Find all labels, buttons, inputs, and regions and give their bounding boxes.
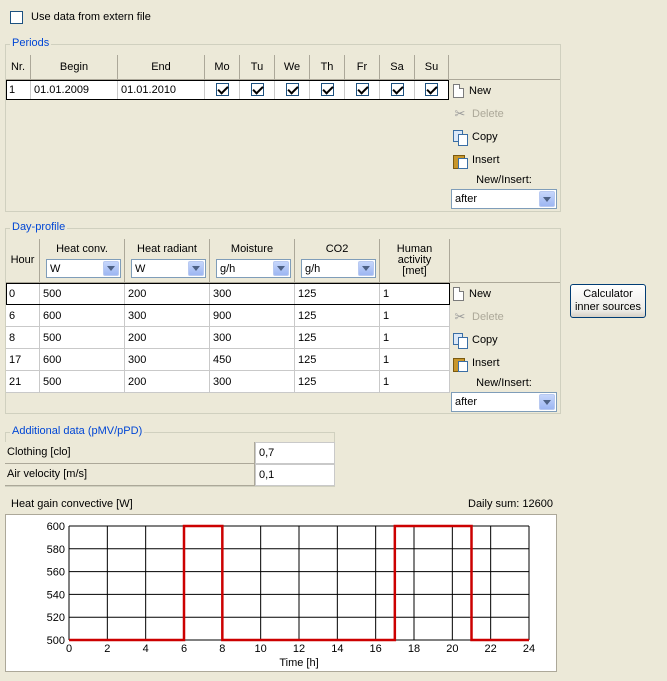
day-profile-cell[interactable]: 125 <box>295 327 380 349</box>
periods-title: Periods <box>12 37 50 49</box>
periods-new-insert-label: New/Insert: <box>476 174 532 186</box>
periods-header-2: End <box>118 55 205 80</box>
periods-copy-label: Copy <box>472 131 498 143</box>
x-tick-label: 8 <box>219 643 226 655</box>
day-checkbox[interactable] <box>216 83 229 96</box>
extern-file-checkbox[interactable] <box>10 11 23 24</box>
day-profile-title: Day-profile <box>12 221 66 233</box>
day-header-human_activity <box>380 239 450 283</box>
day-profile-cell[interactable]: 0 <box>6 283 40 305</box>
periods-header-3: Mo <box>205 55 240 80</box>
day-header-label: CO2 <box>325 243 349 255</box>
scissors-icon: ✂ <box>454 309 466 324</box>
y-tick-label: 600 <box>46 521 65 533</box>
periods-delete-button[interactable] <box>453 104 504 124</box>
y-tick-label: 560 <box>46 566 65 579</box>
periods-header-5: We <box>275 55 310 80</box>
day-delete-button[interactable] <box>453 307 504 327</box>
day-new-label: New <box>469 288 492 300</box>
day-profile-cell[interactable]: 500 <box>40 283 125 305</box>
periods-cell[interactable]: 1 <box>6 80 31 100</box>
day-profile-cell[interactable]: 200 <box>125 283 210 305</box>
day-profile-cell[interactable]: 200 <box>125 327 210 349</box>
day-checkbox[interactable] <box>251 83 264 96</box>
chevron-down-icon[interactable] <box>188 261 204 276</box>
day-new-insert-value: after <box>455 396 478 408</box>
periods-header-9: Su <box>415 55 449 80</box>
y-tick-label: 520 <box>46 612 65 625</box>
day-checkbox[interactable] <box>391 83 404 96</box>
day-profile-cell[interactable]: 1 <box>380 305 450 327</box>
unit-select-heat_conv[interactable] <box>46 259 121 278</box>
new-document-icon <box>453 84 464 98</box>
chart-title: Heat gain convective [W] <box>11 498 133 510</box>
periods-header-8: Sa <box>380 55 415 80</box>
periods-day-cell[interactable] <box>380 80 415 100</box>
periods-header-7: Fr <box>345 55 380 80</box>
day-profile-cell[interactable]: 600 <box>40 305 125 327</box>
x-tick-label: 18 <box>407 643 421 655</box>
unit-select-co2[interactable] <box>301 259 376 278</box>
calculator-line1: Calculator <box>583 288 633 300</box>
periods-delete-label: Delete <box>472 108 504 120</box>
chevron-down-icon[interactable] <box>539 394 555 410</box>
day-checkbox[interactable] <box>321 83 334 96</box>
periods-day-cell[interactable] <box>310 80 345 100</box>
periods-header-6: Th <box>310 55 345 80</box>
periods-new-label: New <box>469 85 492 97</box>
clothing-field[interactable]: 0,7 <box>255 442 335 464</box>
air-velocity-field[interactable]: 0,1 <box>255 464 335 486</box>
day-profile-cell[interactable]: 200 <box>125 371 210 393</box>
periods-cell[interactable]: 01.01.2010 <box>118 80 205 100</box>
day-insert-label: Insert <box>472 357 500 369</box>
x-tick-label: 20 <box>446 643 459 655</box>
y-tick-label: 500 <box>46 635 65 647</box>
periods-day-cell[interactable] <box>240 80 275 100</box>
chevron-down-icon[interactable] <box>103 261 119 276</box>
unit-value: g/h <box>305 262 321 275</box>
day-profile-cell[interactable]: 500 <box>40 327 125 349</box>
paste-icon <box>453 153 467 167</box>
day-header-label: Moisture <box>230 243 274 255</box>
day-profile-cell[interactable]: 300 <box>210 371 295 393</box>
day-header-label: Human activity [met] <box>396 243 433 277</box>
unit-select-heat_radiant[interactable] <box>131 259 206 278</box>
clothing-label-text: Clothing [clo] <box>7 446 71 458</box>
periods-new-insert-value: after <box>455 193 478 205</box>
periods-copy-button[interactable] <box>453 127 498 147</box>
unit-value: W <box>50 262 61 275</box>
x-tick-label: 16 <box>369 643 382 655</box>
day-profile-cell[interactable]: 300 <box>125 349 210 371</box>
periods-header-1: Begin <box>31 55 118 80</box>
periods-day-cell[interactable] <box>415 80 449 100</box>
periods-insert-button[interactable] <box>453 150 500 170</box>
unit-value: W <box>135 262 146 275</box>
periods-header-0: Nr. <box>6 55 31 80</box>
copy-icon <box>453 130 467 144</box>
day-checkbox[interactable] <box>356 83 369 96</box>
day-profile-cell[interactable]: 125 <box>295 371 380 393</box>
periods-header-filler <box>449 55 560 80</box>
chevron-down-icon[interactable] <box>358 261 374 276</box>
day-profile-cell[interactable]: 8 <box>6 327 40 349</box>
periods-day-cell[interactable] <box>205 80 240 100</box>
day-header-hour <box>6 239 40 283</box>
copy-icon <box>453 333 467 347</box>
day-profile-cell[interactable]: 600 <box>40 349 125 371</box>
air-velocity-label-text: Air velocity [m/s] <box>7 468 88 480</box>
air-velocity-label <box>5 464 255 486</box>
day-header-label: Hour <box>10 254 35 266</box>
clothing-label <box>5 442 255 464</box>
day-profile-cell[interactable]: 125 <box>295 305 380 327</box>
day-profile-cell[interactable]: 125 <box>295 349 380 371</box>
day-profile-cell[interactable]: 6 <box>6 305 40 327</box>
day-profile-cell[interactable]: 17 <box>6 349 40 371</box>
y-tick-label: 580 <box>46 543 65 556</box>
chart-daily-sum: Daily sum: 12600 <box>468 498 553 510</box>
day-profile-cell[interactable]: 500 <box>40 371 125 393</box>
day-delete-label: Delete <box>472 311 504 323</box>
additional-data-title: Additional data (pMV/pPD) <box>12 425 143 437</box>
scissors-icon: ✂ <box>454 106 466 121</box>
extern-file-row[interactable] <box>10 9 151 25</box>
day-profile-cell[interactable]: 450 <box>210 349 295 371</box>
x-tick-label: 24 <box>522 643 536 655</box>
x-tick-label: 14 <box>331 643 344 655</box>
day-new-button[interactable] <box>453 284 491 304</box>
day-profile-cell[interactable]: 1 <box>380 349 450 371</box>
calculator-inner-sources-button[interactable] <box>570 284 646 318</box>
unit-select-moisture[interactable] <box>216 259 291 278</box>
periods-cell[interactable]: 01.01.2009 <box>31 80 118 100</box>
day-checkbox[interactable] <box>286 83 299 96</box>
extern-file-label: Use data from extern file <box>31 11 151 23</box>
day-profile-cell[interactable]: 300 <box>125 305 210 327</box>
x-axis-label: Time [h] <box>279 657 319 669</box>
periods-new-button[interactable] <box>453 81 491 101</box>
day-profile-cell[interactable]: 125 <box>295 283 380 305</box>
day-profile-cell[interactable]: 1 <box>380 371 450 393</box>
day-profile-cell[interactable]: 300 <box>210 327 295 349</box>
day-profile-cell[interactable]: 1 <box>380 283 450 305</box>
periods-day-cell[interactable] <box>275 80 310 100</box>
x-tick-label: 22 <box>484 643 497 655</box>
periods-insert-label: Insert <box>472 154 500 166</box>
chevron-down-icon[interactable] <box>539 191 555 207</box>
day-profile-cell[interactable]: 1 <box>380 327 450 349</box>
x-tick-label: 4 <box>142 643 149 655</box>
calculator-line2: inner sources <box>574 301 642 313</box>
x-tick-label: 6 <box>180 643 188 655</box>
day-new-insert-label: New/Insert: <box>476 377 532 389</box>
day-new-insert-select[interactable] <box>451 392 557 412</box>
x-tick-label: 10 <box>254 643 267 655</box>
day-copy-button[interactable] <box>453 330 498 350</box>
chevron-down-icon[interactable] <box>273 261 289 276</box>
periods-header-4: Tu <box>240 55 275 80</box>
day-copy-label: Copy <box>472 334 498 346</box>
day-insert-button[interactable] <box>453 353 500 373</box>
day-header-filler <box>450 239 560 283</box>
x-tick-label: 0 <box>65 643 73 655</box>
new-document-icon <box>453 287 464 301</box>
x-tick-label: 12 <box>292 643 306 655</box>
day-profile-cell[interactable]: 300 <box>210 283 295 305</box>
day-checkbox[interactable] <box>425 83 438 96</box>
day-header-label: Heat conv. <box>56 243 108 255</box>
periods-new-insert-select[interactable] <box>451 189 557 209</box>
y-tick-label: 540 <box>46 589 65 602</box>
day-profile-cell[interactable]: 900 <box>210 305 295 327</box>
paste-icon <box>453 356 467 370</box>
periods-day-cell[interactable] <box>345 80 380 100</box>
day-header-label: Heat radiant <box>137 243 197 255</box>
day-profile-cell[interactable]: 21 <box>6 371 40 393</box>
heat-gain-chart <box>5 514 557 672</box>
x-tick-label: 2 <box>104 643 111 655</box>
unit-value: g/h <box>220 262 236 275</box>
